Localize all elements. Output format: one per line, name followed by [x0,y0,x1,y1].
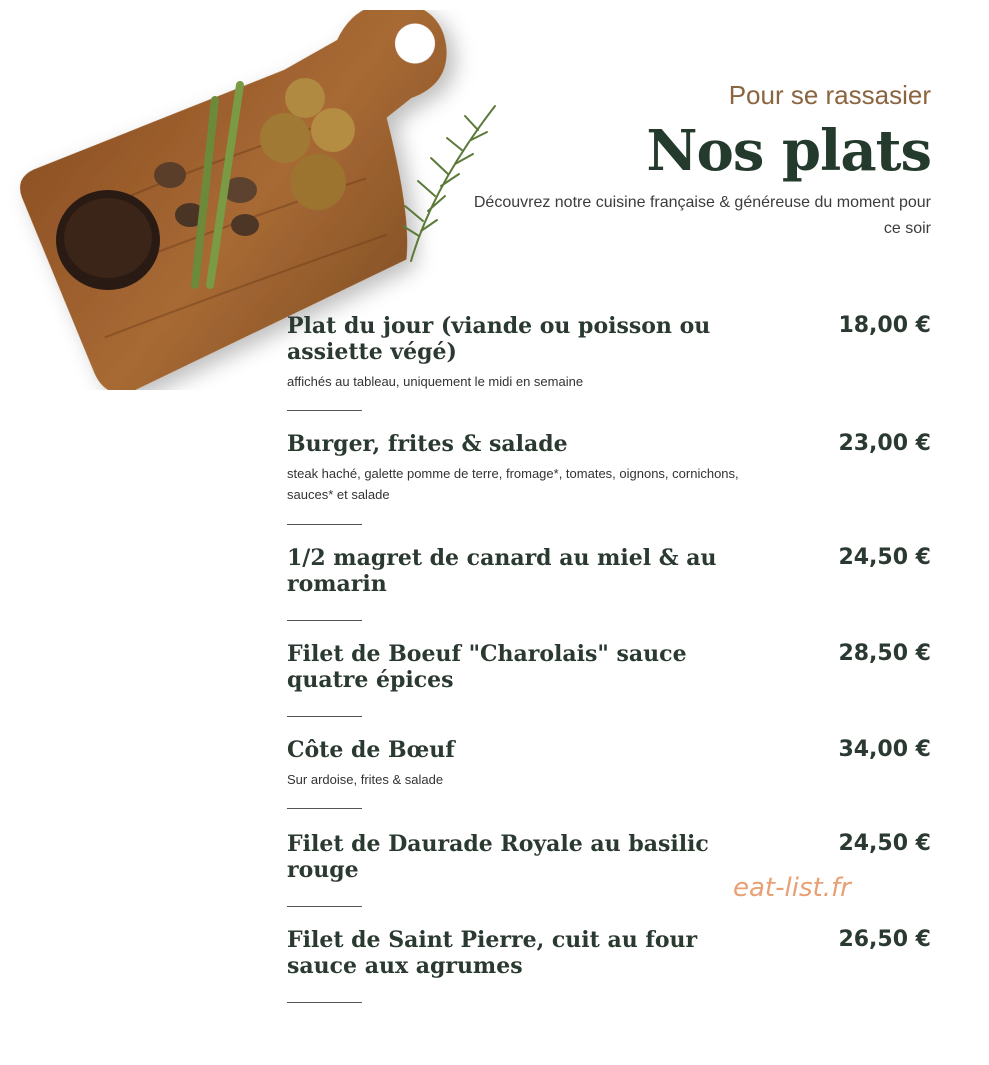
divider [287,1002,362,1003]
menu-item [287,737,931,831]
divider [287,716,362,717]
menu-item-name: Côte de Bœuf [287,737,455,763]
menu-item-price: 23,00 € [838,431,931,456]
menu-header [461,78,931,242]
divider [287,410,362,411]
divider [287,620,362,621]
divider [287,524,362,525]
menu-item-price: 26,50 € [838,927,931,952]
watermark: eat-list.fr [733,873,851,903]
menu-item-price: 24,50 € [838,545,931,570]
menu-item-price: 24,50 € [838,831,931,856]
divider [287,808,362,809]
menu-item-name: Filet de Boeuf "Charolais" sauce quatre épices [287,641,687,693]
menu-item-price: 28,50 € [838,641,931,666]
menu-item-name: 1/2 magret de canard au miel & au romarin [287,545,717,597]
menu-item [287,431,931,545]
menu-item-name: Plat du jour (viande ou poisson ou assiette végé) [287,313,711,365]
menu-item-price: 34,00 € [838,737,931,762]
steak-icon [56,190,160,290]
page-subtitle: Découvrez notre cuisine française & généreuse du moment pour ce soir [473,194,931,237]
menu-item [287,313,931,431]
menu-item-description: affichés au tableau, uniquement le midi en semaine [287,374,584,389]
menu-item-description: steak haché, galette pomme de terre, fromage*, tomates, oignons, cornichons, sauces* et salade [287,466,739,502]
menu-item-description: Sur ardoise, frites & salade [287,772,444,787]
menu-item-name: Burger, frites & salade [287,431,568,457]
menu-item-name: Filet de Daurade Royale au basilic rouge [287,831,709,883]
section-kicker: Pour se rassasier [728,80,931,110]
page-title: Nos plats [646,118,931,184]
menu-item-price: 18,00 € [838,313,931,338]
menu-item-name: Filet de Saint Pierre, cuit au four sauce aux agrumes [287,927,698,979]
menu-item [287,927,931,1023]
dishes-list [287,313,931,1023]
menu-item [287,545,931,641]
menu-item [287,641,931,737]
divider [287,906,362,907]
